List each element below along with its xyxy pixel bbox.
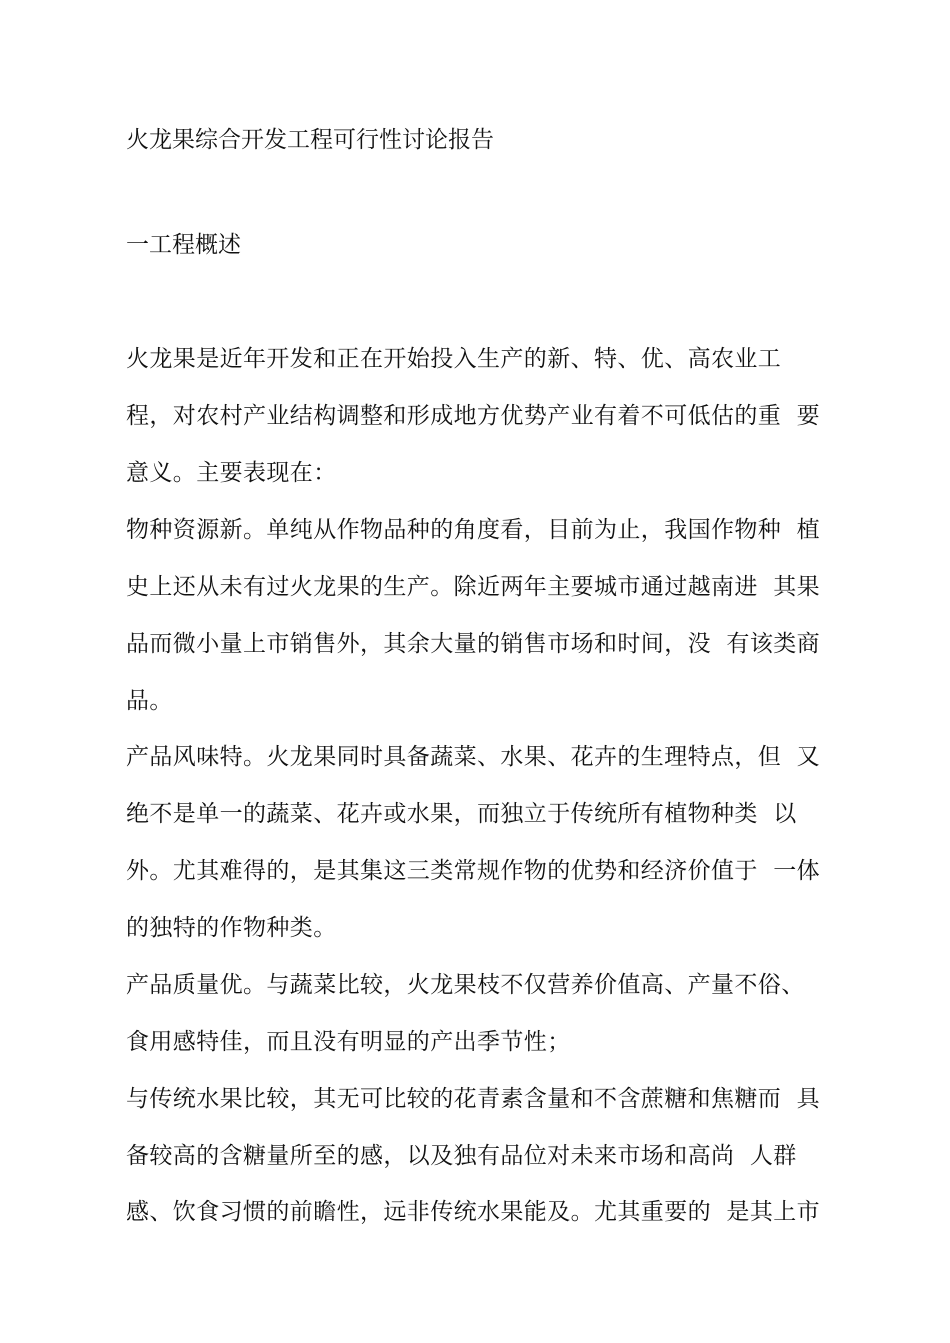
paragraph-line: 与传统水果比较，其无可比较的花青素含量和不含蔗糖和焦糖而 具 (126, 1086, 821, 1112)
paragraph-line: 产品质量优。与蔬菜比较，火龙果枝不仅营养价值高、产量不俗、 (126, 972, 805, 998)
paragraph-line: 外。尤其难得的，是其集这三类常规作物的优势和经济价值于 一体 (126, 858, 821, 884)
document-title: 火龙果综合开发工程可行性讨论报告 (126, 127, 494, 153)
paragraph-line: 物种资源新。单纯从作物品种的角度看，目前为止，我国作物种 植 (126, 517, 821, 543)
paragraph-line: 史上还从未有过火龙果的生产。除近两年主要城市通过越南进 其果 (126, 574, 821, 600)
paragraph-line: 火龙果是近年开发和正在开始投入生产的新、特、优、高农业工 (126, 346, 782, 372)
paragraph-line: 意义。主要表现在： (126, 460, 337, 486)
section-heading: 一工程概述 (126, 232, 241, 258)
paragraph-line: 品。 (126, 688, 173, 714)
paragraph-line: 食用感特佳，而且没有明显的产出季节性； (126, 1029, 571, 1055)
paragraph-line: 产品风味特。火龙果同时具备蔬菜、水果、花卉的生理特点，但 又 (126, 744, 821, 770)
paragraph-line: 品而微小量上市销售外，其余大量的销售市场和时间，没 有该类商 (126, 631, 821, 657)
paragraph-line: 程，对农村产业结构调整和形成地方优势产业有着不可低估的重 要 (126, 403, 821, 429)
paragraph-line: 感、饮食习惯的前瞻性，远非传统水果能及。尤其重要的 是其上市 (126, 1199, 821, 1225)
paragraph-line: 备较高的含糖量所至的感，以及独有品位对未来市场和高尚 人群 (126, 1143, 797, 1169)
paragraph-line: 绝不是单一的蔬菜、花卉或水果，而独立于传统所有植物种类 以 (126, 801, 797, 827)
paragraph-line: 的独特的作物种类。 (126, 915, 337, 941)
